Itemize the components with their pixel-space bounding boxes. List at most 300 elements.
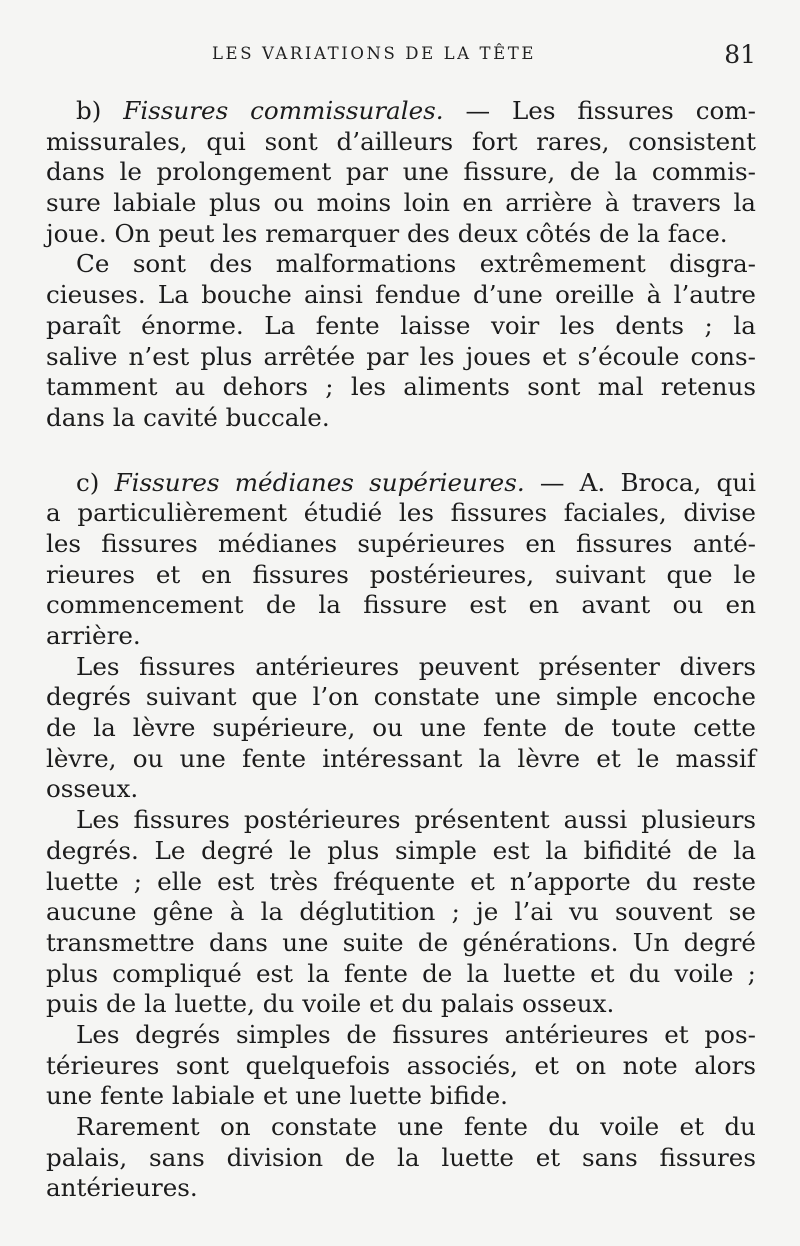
- word: A.: [579, 467, 606, 497]
- text-line: [46, 682, 756, 713]
- word: Les: [76, 651, 120, 681]
- word: ou: [273, 188, 305, 218]
- word: ;: [325, 372, 334, 402]
- word: du: [628, 958, 661, 988]
- word: la: [733, 835, 756, 865]
- word: osseux.: [46, 774, 139, 804]
- word: mal: [597, 372, 644, 402]
- word: b): [76, 96, 102, 125]
- word: simple: [555, 682, 638, 712]
- word: la: [637, 218, 660, 248]
- word: Broca,: [620, 467, 702, 497]
- word: divise: [683, 498, 756, 528]
- word: de: [569, 157, 601, 187]
- word: fissures: [252, 559, 349, 589]
- word: le: [637, 743, 660, 773]
- word: la: [466, 958, 490, 988]
- word: et: [664, 1019, 689, 1049]
- word: paraît: [46, 310, 121, 340]
- word: et: [679, 1112, 704, 1141]
- page-number: 81: [724, 40, 756, 69]
- word: plus: [46, 958, 99, 988]
- word: intéressant: [322, 743, 463, 773]
- word: une: [179, 743, 226, 773]
- word: que: [251, 682, 298, 712]
- word: remarquer: [265, 218, 400, 248]
- text-line: [46, 621, 756, 652]
- word: luette: [441, 1142, 514, 1172]
- paragraph-c2: [46, 652, 756, 805]
- word: arrière.: [46, 621, 141, 650]
- text-line: [46, 652, 756, 683]
- word: palais,: [46, 1142, 128, 1172]
- word: térieures: [46, 1050, 160, 1080]
- word: et: [534, 1050, 559, 1080]
- word: et: [155, 559, 181, 589]
- word: fissures: [450, 498, 548, 528]
- word: voile: [600, 1112, 660, 1141]
- word: énorme.: [141, 310, 244, 340]
- word: et: [262, 1081, 288, 1111]
- body-text: [46, 96, 756, 1204]
- text-line: [46, 249, 756, 280]
- word: ou: [672, 590, 704, 620]
- word: malformations: [275, 249, 457, 279]
- word: une: [419, 713, 467, 743]
- word: du: [401, 989, 433, 1019]
- word: Les: [76, 1019, 120, 1049]
- word: faciales,: [563, 498, 667, 528]
- paragraph-c5: [46, 1112, 756, 1204]
- word: dans: [209, 927, 268, 957]
- word: moins: [316, 188, 392, 218]
- word: la: [733, 188, 756, 218]
- word: fissures: [101, 528, 198, 558]
- word: suite: [342, 927, 404, 957]
- section-gap: [46, 434, 756, 468]
- word: fente: [483, 713, 548, 743]
- word: sont: [264, 126, 318, 156]
- word: l’on: [312, 682, 359, 712]
- word: luette: [349, 1081, 422, 1111]
- word: au: [174, 372, 206, 402]
- text-line: [46, 1081, 756, 1112]
- word: les: [559, 310, 595, 340]
- text-line: [46, 1112, 756, 1143]
- text-line: [46, 96, 756, 127]
- word: que: [666, 559, 713, 589]
- word: l’ai: [514, 897, 553, 927]
- word: lèvre: [132, 713, 196, 743]
- word: la: [144, 989, 167, 1019]
- word: retenus: [660, 372, 756, 402]
- word: les: [46, 528, 82, 558]
- word: sont: [527, 372, 581, 402]
- word: de: [265, 590, 297, 620]
- word: médianes: [234, 467, 354, 497]
- word: fréquente: [333, 866, 456, 896]
- paragraph-c3: [46, 805, 756, 1020]
- text-line: [46, 774, 756, 805]
- word: avant: [581, 590, 651, 620]
- word: ou: [372, 713, 403, 743]
- word: bifidité: [583, 835, 672, 865]
- word: les: [222, 218, 258, 248]
- word: une: [295, 1081, 342, 1111]
- word: Le: [154, 835, 186, 865]
- word: en: [525, 528, 556, 558]
- word: des: [209, 249, 253, 279]
- word: générations.: [462, 927, 619, 957]
- word: la: [545, 835, 568, 865]
- word: fissures: [133, 805, 230, 835]
- word: sure: [46, 188, 101, 218]
- word: antérieures: [255, 651, 400, 681]
- text-line: [46, 560, 756, 591]
- text-line: [46, 280, 756, 311]
- word: en: [201, 559, 232, 589]
- word: Fissures: [114, 467, 220, 497]
- word: d’ailleurs: [336, 126, 454, 156]
- word: lèvre: [517, 743, 581, 773]
- word: particulièrement: [77, 498, 288, 528]
- word: et: [590, 958, 615, 988]
- word: de: [687, 835, 718, 865]
- word: c): [76, 467, 100, 497]
- word: reste: [692, 866, 756, 896]
- word: peut: [158, 218, 215, 248]
- word: buccale.: [225, 402, 330, 432]
- word: prolongement: [156, 157, 332, 187]
- word: fendue: [375, 280, 461, 310]
- word: de: [105, 989, 137, 1019]
- word: d’une: [473, 280, 543, 310]
- word: tamment: [46, 372, 158, 402]
- word: luette,: [174, 989, 255, 1019]
- text-line: [46, 867, 756, 898]
- word: Les: [76, 805, 120, 835]
- word: gêne: [152, 897, 214, 927]
- word: la: [260, 897, 284, 927]
- word: pos-: [704, 1019, 756, 1049]
- text-line: [46, 1143, 756, 1174]
- word: La: [264, 310, 296, 340]
- word: labiale: [113, 188, 197, 218]
- text-line: [46, 403, 756, 434]
- word: sans: [149, 1142, 205, 1172]
- word: et: [542, 341, 567, 371]
- word: elle: [157, 866, 203, 896]
- word: de: [346, 1019, 377, 1049]
- word: la: [318, 590, 341, 620]
- word: sont: [175, 1050, 230, 1080]
- word: sont: [132, 249, 186, 279]
- word: degrés.: [46, 835, 139, 865]
- text-line: [46, 713, 756, 744]
- word: plus: [327, 835, 380, 865]
- word: lèvre,: [46, 743, 117, 773]
- word: une: [494, 682, 541, 712]
- word: La: [157, 280, 189, 310]
- text-line: [46, 1173, 756, 1204]
- word: une: [402, 157, 449, 187]
- word: plus: [208, 188, 262, 218]
- word: luette: [503, 958, 576, 988]
- word: n’est: [128, 341, 190, 371]
- word: ;: [704, 310, 713, 340]
- paragraph-c: [46, 468, 756, 652]
- word: com-: [695, 96, 756, 125]
- word: cavité: [143, 402, 218, 432]
- word: de: [564, 713, 595, 743]
- word: suivant: [145, 682, 237, 712]
- word: le: [289, 835, 312, 865]
- word: de: [599, 218, 630, 248]
- word: salive: [46, 341, 118, 371]
- paragraph-b: [46, 96, 756, 249]
- word: de: [417, 927, 449, 957]
- word: du: [724, 1112, 756, 1141]
- word: consistent: [628, 126, 756, 156]
- word: plusieurs: [641, 805, 756, 835]
- word: note: [622, 1050, 678, 1080]
- word: le: [733, 559, 756, 589]
- word: postérieures: [243, 805, 401, 835]
- word: Les: [511, 96, 556, 125]
- word: associés,: [406, 1050, 518, 1080]
- word: disgra-: [669, 249, 756, 279]
- word: palais: [440, 989, 515, 1019]
- word: par: [366, 341, 409, 371]
- word: puis: [46, 989, 99, 1019]
- word: à: [604, 188, 620, 218]
- word: On: [114, 218, 151, 248]
- word: arrêtée: [263, 341, 356, 371]
- word: vu: [569, 897, 599, 927]
- word: commis-: [651, 157, 756, 187]
- word: n’apporte: [509, 866, 631, 896]
- word: aucune: [46, 897, 137, 927]
- word: encoche: [652, 682, 756, 712]
- word: simple: [394, 835, 477, 865]
- word: constate: [271, 1112, 378, 1141]
- word: du: [645, 866, 678, 896]
- word: toute: [611, 713, 677, 743]
- word: missurales,: [46, 126, 188, 156]
- word: Un: [632, 927, 670, 957]
- word: laisse: [400, 310, 471, 340]
- word: est: [469, 590, 507, 620]
- word: a: [46, 498, 61, 528]
- word: une: [282, 927, 329, 957]
- word: arrière: [505, 188, 593, 218]
- word: supérieures: [357, 528, 506, 558]
- word: fissures: [577, 96, 674, 125]
- word: étudié: [303, 498, 383, 528]
- word: en: [462, 188, 493, 218]
- word: supérieure,: [212, 713, 356, 743]
- word: joue.: [46, 218, 107, 248]
- text-line: [46, 959, 756, 990]
- word: osseux.: [522, 989, 615, 1019]
- word: plus: [200, 341, 253, 371]
- word: luette: [46, 866, 119, 896]
- word: la: [733, 310, 756, 340]
- word: et: [470, 866, 495, 896]
- word: Rarement: [76, 1112, 200, 1141]
- text-line: [46, 188, 756, 219]
- word: est: [217, 866, 255, 896]
- word: fissures: [139, 651, 236, 681]
- word: fente: [315, 310, 380, 340]
- word: antérieures.: [46, 1173, 198, 1203]
- word: joues: [465, 341, 532, 371]
- word: fissures: [659, 1142, 756, 1172]
- word: extrêmement: [479, 249, 646, 279]
- word: degrés: [46, 682, 131, 712]
- word: anté-: [692, 528, 756, 558]
- running-head-title: LES VARIATIONS DE LA TÊTE: [212, 44, 536, 63]
- word: bifide.: [429, 1081, 508, 1111]
- word: du: [262, 989, 295, 1019]
- text-line: [46, 342, 756, 373]
- word: qui: [206, 126, 246, 156]
- text-line: [46, 744, 756, 775]
- word: présenter: [538, 651, 660, 681]
- word: très: [269, 866, 319, 896]
- text-line: [46, 805, 756, 836]
- word: voir: [490, 310, 540, 340]
- word: ;: [451, 897, 460, 927]
- word: fente: [242, 743, 307, 773]
- text-line: [46, 372, 756, 403]
- text-line: [46, 468, 756, 499]
- word: voile: [674, 958, 734, 988]
- word: degrés: [135, 1019, 221, 1049]
- word: division: [226, 1142, 324, 1172]
- word: qui: [716, 467, 756, 497]
- word: oreille: [555, 280, 635, 310]
- word: Ce: [76, 249, 110, 279]
- word: de: [344, 1142, 376, 1172]
- word: ;: [747, 958, 756, 988]
- text-line: [46, 928, 756, 959]
- text-line: [46, 590, 756, 621]
- word: ou: [132, 743, 164, 773]
- word: massif: [675, 743, 756, 773]
- word: la: [93, 713, 116, 743]
- word: cons-: [690, 341, 756, 371]
- word: la: [478, 743, 502, 773]
- word: médianes: [217, 528, 338, 558]
- word: à: [646, 280, 662, 310]
- word: cette: [693, 713, 756, 743]
- word: fente: [343, 958, 408, 988]
- word: fente: [100, 1081, 165, 1111]
- text-line: [46, 157, 756, 188]
- word: peuvent: [418, 651, 520, 681]
- text-line: [46, 498, 756, 529]
- word: les: [350, 372, 386, 402]
- word: supérieures.: [369, 467, 525, 497]
- text-line: [46, 897, 756, 928]
- word: commissurales.: [250, 96, 444, 125]
- word: compliqué: [112, 958, 242, 988]
- word: degré: [201, 835, 274, 865]
- word: en: [528, 590, 560, 620]
- word: aussi: [563, 805, 628, 835]
- text-line: [46, 1020, 756, 1051]
- word: est: [492, 835, 530, 865]
- word: —: [539, 467, 565, 497]
- word: déglutition: [299, 897, 436, 927]
- word: fort: [471, 126, 518, 156]
- word: et: [369, 989, 394, 1019]
- running-head: [0, 40, 800, 74]
- word: en: [725, 590, 756, 620]
- word: sans: [581, 1142, 638, 1172]
- word: fissures: [392, 1019, 489, 1049]
- word: s’écoule: [577, 341, 680, 371]
- word: dans: [46, 402, 105, 432]
- word: degré: [683, 927, 756, 957]
- word: par: [345, 157, 389, 187]
- word: antérieures: [504, 1019, 649, 1049]
- word: constate: [373, 682, 480, 712]
- text-line: [46, 127, 756, 158]
- word: loin: [403, 188, 450, 218]
- word: une: [46, 1081, 93, 1111]
- word: la: [112, 402, 136, 432]
- word: face.: [667, 218, 728, 248]
- word: voile: [302, 989, 362, 1019]
- text-line: [46, 989, 756, 1020]
- word: la: [614, 157, 638, 187]
- word: rieures: [46, 559, 135, 589]
- word: transmettre: [46, 927, 195, 957]
- word: et: [535, 1142, 561, 1172]
- word: alors: [694, 1050, 756, 1080]
- text-line: [46, 1051, 756, 1082]
- text-line: [46, 529, 756, 560]
- word: et: [596, 743, 621, 773]
- word: fissure: [363, 590, 448, 620]
- word: Fissures: [123, 96, 229, 125]
- word: labiale: [171, 1081, 256, 1111]
- word: les: [419, 341, 455, 371]
- word: côtés: [525, 218, 592, 248]
- word: se: [728, 897, 756, 927]
- word: deux: [457, 218, 518, 248]
- word: du: [548, 1112, 580, 1141]
- word: fissure,: [463, 157, 556, 187]
- word: ;: [133, 866, 143, 896]
- word: à: [229, 897, 245, 927]
- word: la: [397, 1142, 420, 1172]
- text-line: [46, 219, 756, 250]
- word: fissures: [576, 528, 673, 558]
- word: les: [398, 498, 434, 528]
- word: on: [220, 1112, 251, 1141]
- word: dans: [46, 157, 105, 187]
- paragraph-c4: [46, 1020, 756, 1112]
- word: souvent: [615, 897, 713, 927]
- word: bouche: [201, 280, 292, 310]
- text-line: [46, 836, 756, 867]
- word: je: [476, 897, 499, 927]
- word: est: [255, 958, 294, 988]
- word: on: [575, 1050, 607, 1080]
